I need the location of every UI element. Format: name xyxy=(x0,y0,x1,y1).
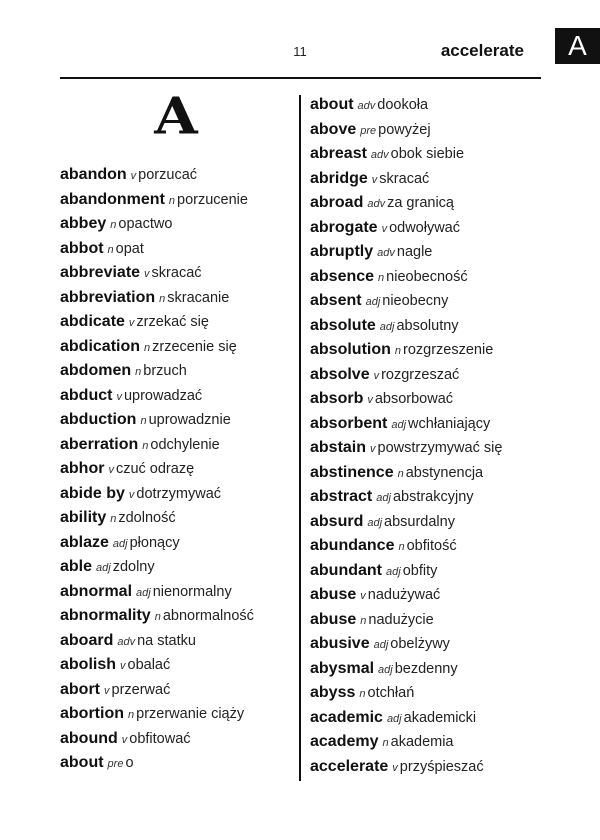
part-of-speech: v xyxy=(371,173,378,186)
dictionary-entry xyxy=(60,335,296,360)
part-of-speech: adj xyxy=(386,565,401,578)
translation: zdolny xyxy=(112,559,155,575)
headword: abnormal xyxy=(60,582,133,600)
part-of-speech: v xyxy=(121,733,128,746)
translation: nieobecność xyxy=(386,268,468,285)
headword: abbot xyxy=(60,239,104,257)
dictionary-entry xyxy=(310,216,546,241)
dictionary-entry xyxy=(60,702,296,727)
translation: uprowadznie xyxy=(148,412,231,428)
headword: absence xyxy=(310,267,375,285)
headword: abort xyxy=(60,680,100,698)
headword: absolve xyxy=(310,365,370,383)
part-of-speech: adj xyxy=(391,418,407,431)
headword: abide by xyxy=(60,484,125,502)
translation: bezdenny xyxy=(394,660,458,677)
headword: accelerate xyxy=(310,757,389,775)
translation: nadużycie xyxy=(368,611,434,628)
part-of-speech: adj xyxy=(365,296,381,308)
part-of-speech: v xyxy=(120,660,126,672)
dictionary-entry xyxy=(310,657,546,682)
part-of-speech: v xyxy=(104,684,110,697)
headword: absolution xyxy=(310,341,391,358)
translation: nienormalny xyxy=(152,583,232,600)
dictionary-entry xyxy=(60,531,296,556)
dictionary-entry xyxy=(310,730,546,755)
translation: skracać xyxy=(151,265,202,281)
part-of-speech: n xyxy=(397,467,404,480)
dictionary-entry xyxy=(60,310,296,335)
dictionary-entry xyxy=(310,436,546,461)
headword: absorb xyxy=(310,390,364,407)
dictionary-entry xyxy=(60,482,296,507)
translation: skracać xyxy=(379,170,430,187)
dictionary-entry xyxy=(60,433,296,458)
column-divider xyxy=(299,95,301,781)
headword: absolute xyxy=(310,316,376,334)
translation: obfitość xyxy=(406,538,457,554)
headword: ablaze xyxy=(60,533,109,551)
part-of-speech: n xyxy=(168,194,176,207)
dictionary-entry xyxy=(60,359,296,384)
headword: abdicate xyxy=(60,313,125,330)
translation: akademicki xyxy=(403,709,477,726)
headword: about xyxy=(60,754,104,771)
headword: abbreviation xyxy=(60,288,156,306)
part-of-speech: n xyxy=(107,243,114,256)
dictionary-entry xyxy=(60,678,296,703)
part-of-speech: n xyxy=(142,439,149,452)
dictionary-entry xyxy=(60,384,296,409)
headword: abreast xyxy=(310,145,367,162)
headword: abstain xyxy=(310,439,367,456)
headword: abolish xyxy=(60,656,117,673)
dictionary-entry xyxy=(60,751,296,776)
part-of-speech: n xyxy=(110,219,117,231)
headword: abbreviate xyxy=(60,264,141,281)
part-of-speech: adj xyxy=(136,586,151,599)
part-of-speech: v xyxy=(128,317,135,329)
translation: zdolność xyxy=(118,510,176,526)
part-of-speech: n xyxy=(378,271,385,284)
translation: obelżywy xyxy=(390,636,450,652)
dictionary-entry xyxy=(60,188,296,213)
headword: abnormality xyxy=(60,607,151,624)
dictionary-entry xyxy=(60,506,296,531)
part-of-speech: v xyxy=(360,590,366,602)
dictionary-entry xyxy=(310,583,546,608)
translation: skracanie xyxy=(167,289,230,306)
part-of-speech: n xyxy=(398,541,405,553)
headword: abandonment xyxy=(60,190,165,208)
translation: czuć odrazę xyxy=(115,461,195,477)
translation: nieobecny xyxy=(382,293,449,309)
translation: obfity xyxy=(402,562,438,579)
part-of-speech: adj xyxy=(378,663,393,676)
part-of-speech: n xyxy=(359,688,366,700)
part-of-speech: n xyxy=(159,292,166,305)
headword: abortion xyxy=(60,705,124,722)
translation: przyśpieszać xyxy=(399,758,484,775)
translation: obok siebie xyxy=(390,146,465,162)
part-of-speech: v xyxy=(367,394,373,406)
part-of-speech: adj xyxy=(112,537,128,550)
translation: płonący xyxy=(129,534,180,551)
translation: brzuch xyxy=(143,363,187,379)
part-of-speech: adv xyxy=(377,247,395,259)
headword: abdication xyxy=(60,337,141,355)
dictionary-entry xyxy=(310,289,546,314)
dictionary-entry xyxy=(310,632,546,657)
headword: absent xyxy=(310,292,362,309)
dictionary-entry xyxy=(310,167,546,192)
translation: odchylenie xyxy=(150,436,220,453)
headword: abyss xyxy=(310,684,356,701)
part-of-speech: adj xyxy=(373,639,389,651)
part-of-speech: n xyxy=(128,709,135,721)
part-of-speech: adj xyxy=(367,516,383,529)
headword: abhor xyxy=(60,460,105,477)
part-of-speech: n xyxy=(135,366,142,378)
translation: opat xyxy=(115,240,144,257)
dictionary-entry xyxy=(310,510,546,535)
dictionary-entry xyxy=(310,387,546,412)
part-of-speech: v xyxy=(116,390,122,403)
headword: abroad xyxy=(310,194,364,211)
headword: aboard xyxy=(60,631,114,649)
translation: akademia xyxy=(390,734,454,750)
part-of-speech: n xyxy=(382,737,389,749)
translation: porzucenie xyxy=(177,191,248,208)
headword: abridge xyxy=(310,169,368,187)
translation: zrzecenie się xyxy=(152,338,237,355)
section-tab: A xyxy=(555,28,600,64)
translation: o xyxy=(125,755,134,771)
dictionary-entry xyxy=(60,653,296,678)
translation: abstynencja xyxy=(405,464,484,481)
translation: dookoła xyxy=(377,97,429,113)
headword: absurd xyxy=(310,512,364,530)
translation: porzucać xyxy=(138,167,198,183)
dictionary-entry xyxy=(60,212,296,237)
section-letter: A xyxy=(154,86,196,146)
part-of-speech: adj xyxy=(386,712,402,725)
dictionary-entry xyxy=(310,534,546,559)
headword: abundant xyxy=(310,561,382,579)
translation: obfitować xyxy=(129,730,191,747)
headword: abuse xyxy=(310,586,357,603)
dictionary-entry xyxy=(60,629,296,654)
translation: nadużywać xyxy=(367,587,441,603)
part-of-speech: adv xyxy=(370,149,389,161)
translation: przerwać xyxy=(111,681,171,698)
dictionary-entry xyxy=(310,93,546,118)
part-of-speech: adv xyxy=(357,100,376,112)
dictionary-entry xyxy=(310,461,546,486)
translation: rozgrzeszać xyxy=(381,366,460,383)
headword: absorbent xyxy=(310,414,388,432)
translation: obalać xyxy=(127,657,171,673)
page-number: 11 xyxy=(293,44,307,59)
headword: abruptly xyxy=(310,243,374,260)
translation: opactwo xyxy=(118,216,173,232)
part-of-speech: v xyxy=(108,464,114,476)
part-of-speech: v xyxy=(128,488,135,501)
left-column xyxy=(60,163,296,776)
dictionary-entry xyxy=(60,457,296,482)
dictionary-entry xyxy=(310,681,546,706)
headword: abdomen xyxy=(60,362,132,379)
translation: absorbować xyxy=(374,391,454,407)
headword: abusive xyxy=(310,635,370,652)
headword: abduction xyxy=(60,411,137,428)
headword: able xyxy=(60,558,93,575)
translation: nagle xyxy=(396,244,433,260)
dictionary-entry xyxy=(60,286,296,311)
headword: aberration xyxy=(60,435,139,453)
headword: abbey xyxy=(60,215,107,232)
translation: abnormalność xyxy=(162,608,254,624)
part-of-speech: n xyxy=(154,611,161,623)
right-column xyxy=(310,93,546,779)
dictionary-entry xyxy=(310,485,546,510)
dictionary-entry xyxy=(310,608,546,633)
headword: abysmal xyxy=(310,659,375,677)
dictionary-entry xyxy=(310,559,546,584)
part-of-speech: v xyxy=(144,268,150,280)
headword: academy xyxy=(310,733,379,750)
translation: wchłaniający xyxy=(408,415,491,432)
translation: abstrakcyjny xyxy=(392,489,474,505)
part-of-speech: v xyxy=(130,170,137,182)
dictionary-entry xyxy=(310,191,546,216)
translation: dotrzymywać xyxy=(136,485,222,502)
dictionary-entry xyxy=(60,727,296,752)
dictionary-entry xyxy=(310,314,546,339)
part-of-speech: n xyxy=(140,415,147,427)
part-of-speech: v xyxy=(373,369,380,382)
dictionary-entry xyxy=(60,555,296,580)
dictionary-entry xyxy=(310,363,546,388)
part-of-speech: adj xyxy=(96,562,111,574)
dictionary-entry xyxy=(310,142,546,167)
dictionary-entry xyxy=(310,118,546,143)
part-of-speech: adj xyxy=(376,492,391,504)
headword: abduct xyxy=(60,386,113,404)
part-of-speech: pre xyxy=(107,758,124,770)
translation: na statku xyxy=(137,632,196,649)
headword: abstinence xyxy=(310,463,394,481)
dictionary-entry xyxy=(310,338,546,363)
dictionary-entry xyxy=(310,755,546,780)
guide-word: accelerate xyxy=(440,41,524,60)
translation: powstrzymywać się xyxy=(377,440,503,456)
headword: above xyxy=(310,120,357,138)
translation: absolutny xyxy=(396,317,459,334)
dictionary-entry xyxy=(60,604,296,629)
translation: przerwanie ciąży xyxy=(136,706,245,722)
part-of-speech: v xyxy=(370,443,376,455)
part-of-speech: n xyxy=(110,513,117,525)
part-of-speech: pre xyxy=(360,124,377,137)
headword: abrogate xyxy=(310,218,378,236)
translation: uprowadzać xyxy=(123,387,203,404)
dictionary-entry xyxy=(60,408,296,433)
headword: academic xyxy=(310,708,383,726)
headword: abuse xyxy=(310,610,357,628)
headword: about xyxy=(310,96,354,113)
part-of-speech: n xyxy=(394,345,402,357)
headword: abandon xyxy=(60,166,127,183)
dictionary-entry xyxy=(310,706,546,731)
headword: ability xyxy=(60,509,107,526)
dictionary-entry xyxy=(310,240,546,265)
headword: abstract xyxy=(310,488,373,505)
dictionary-entry xyxy=(60,261,296,286)
translation: za granicą xyxy=(387,195,454,211)
part-of-speech: n xyxy=(144,341,151,354)
dictionary-entry xyxy=(310,265,546,290)
dictionary-entry xyxy=(60,237,296,262)
part-of-speech: n xyxy=(360,614,367,627)
header-rule xyxy=(60,77,541,79)
dictionary-entry xyxy=(60,580,296,605)
dictionary-entry xyxy=(310,412,546,437)
headword: abundance xyxy=(310,537,395,554)
translation: otchłań xyxy=(367,685,415,701)
part-of-speech: v xyxy=(381,222,388,235)
part-of-speech: adv xyxy=(117,635,136,648)
dictionary-entry xyxy=(60,163,296,188)
translation: rozgrzeszenie xyxy=(403,342,494,358)
headword: abound xyxy=(60,729,118,747)
part-of-speech: adj xyxy=(379,320,395,333)
translation: zrzekać się xyxy=(136,314,209,330)
translation: absurdalny xyxy=(384,513,455,530)
part-of-speech: adv xyxy=(367,198,386,210)
translation: odwoływać xyxy=(389,219,460,236)
translation: powyżej xyxy=(378,121,431,138)
part-of-speech: v xyxy=(392,761,398,774)
